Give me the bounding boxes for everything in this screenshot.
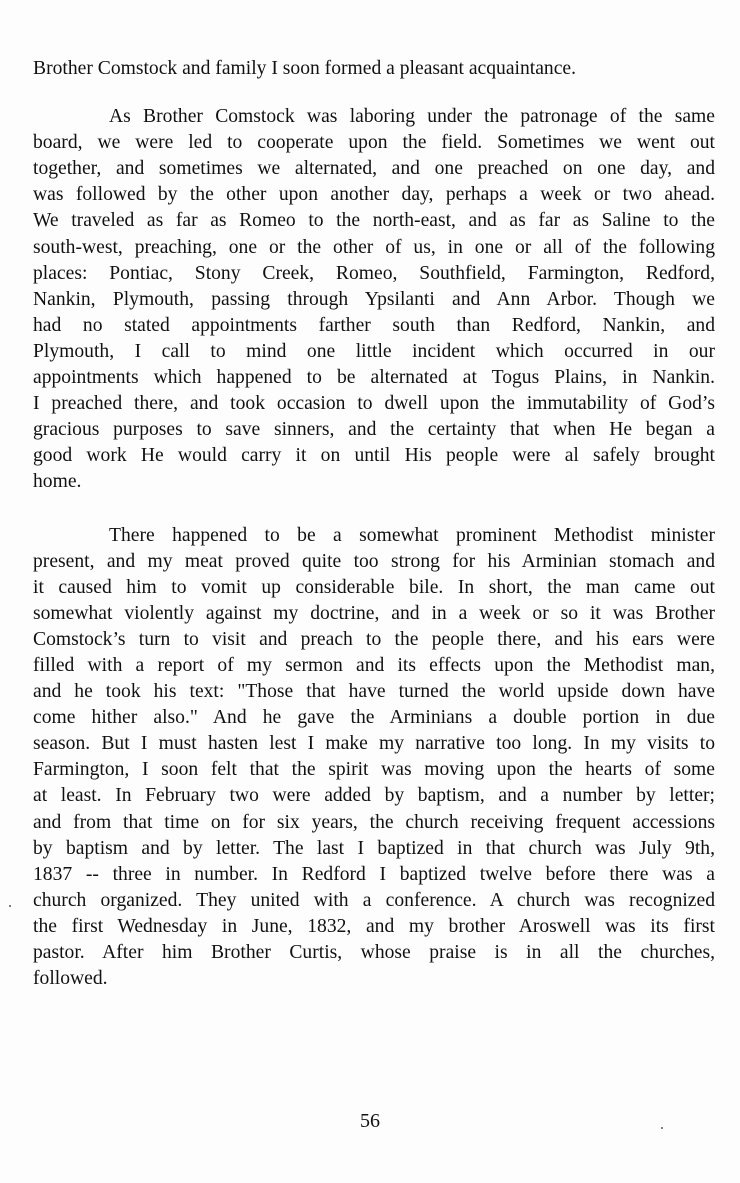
body-text xyxy=(33,56,715,992)
text-line: and he took his text: "Those that have turned the world upside down have xyxy=(33,681,715,703)
text-line: church organized. They united with a conference. A church was recognized xyxy=(33,889,715,911)
paragraph-gap xyxy=(33,82,715,104)
text-line: places: Pontiac, Stony Creek, Romeo, Southfield, Farmington, Redford, xyxy=(33,262,715,284)
text-line: home. xyxy=(33,471,82,493)
text-line: at least. In February two were added by baptism, and a number by letter; xyxy=(33,785,715,807)
text-line: appointments which happened to be alternated at Togus Plains, in Nankin. xyxy=(33,367,715,389)
text-line: gracious purposes to save sinners, and the certainty that when He began a xyxy=(33,419,715,441)
text-line: present, and my meat proved quite too strong for his Arminian stomach and xyxy=(33,550,715,572)
text-line: good work He would carry it on until His people were al safely brought xyxy=(33,445,715,467)
text-line: Nankin, Plymouth, passing through Ypsilanti and Ann Arbor. Though we xyxy=(33,288,715,310)
paragraph xyxy=(33,104,715,495)
text-line: by baptism and by letter. The last I baptized in that church was July 9th, xyxy=(33,837,715,859)
text-line: We traveled as far as Romeo to the north-east, and as far as Saline to the xyxy=(33,210,715,232)
text-line: 1837 -- three in number. In Redford I baptized twelve before there was a xyxy=(33,863,715,885)
text-line: was followed by the other upon another day, perhaps a week or two ahead. xyxy=(33,184,715,206)
text-line: and from that time on for six years, the church receiving frequent accessions xyxy=(33,811,715,833)
text-line: it caused him to vomit up considerable bile. In short, the man came out xyxy=(33,576,715,598)
text-line: together, and sometimes we alternated, and one preached on one day, and xyxy=(33,158,715,180)
text-line: filled with a report of my sermon and its effects upon the Methodist man, xyxy=(33,654,715,676)
page-number: 56 xyxy=(360,1110,380,1132)
text-line: Comstock’s turn to visit and preach to the people there, and his ears were xyxy=(33,628,715,650)
text-line: followed. xyxy=(33,968,108,990)
text-line: had no stated appointments farther south than Redford, Nankin, and xyxy=(33,314,715,336)
text-line: south-west, preaching, one or the other of us, in one or all of the following xyxy=(33,236,715,258)
scan-speck xyxy=(9,905,11,907)
text-line: somewhat violently against my doctrine, and in a week or so it was Brother xyxy=(33,602,715,624)
text-line: Brother Comstock and family I soon formed a pleasant acquaintance. xyxy=(33,58,577,79)
paragraph xyxy=(33,56,715,82)
text-line: There happened to be a somewhat prominent Methodist minister xyxy=(109,524,715,546)
scan-speck xyxy=(661,1127,663,1129)
text-line: As Brother Comstock was laboring under the patronage of the same xyxy=(109,106,715,128)
text-line: come hither also." And he gave the Arminians a double portion in due xyxy=(33,707,715,729)
text-line: Plymouth, I call to mind one little incident which occurred in our xyxy=(33,340,715,362)
text-line: I preached there, and took occasion to dwell upon the immutability of God’s xyxy=(33,393,715,415)
text-line: the first Wednesday in June, 1832, and my brother Aroswell was its first xyxy=(33,915,715,937)
text-line: board, we were led to cooperate upon the field. Sometimes we went out xyxy=(33,132,715,154)
paragraph xyxy=(33,523,715,993)
text-line: Farmington, I soon felt that the spirit was moving upon the hearts of some xyxy=(33,759,715,781)
text-line: season. But I must hasten lest I make my narrative too long. In my visits to xyxy=(33,733,715,755)
text-line: pastor. After him Brother Curtis, whose praise is in all the churches, xyxy=(33,942,715,963)
paragraph-gap xyxy=(33,496,715,523)
